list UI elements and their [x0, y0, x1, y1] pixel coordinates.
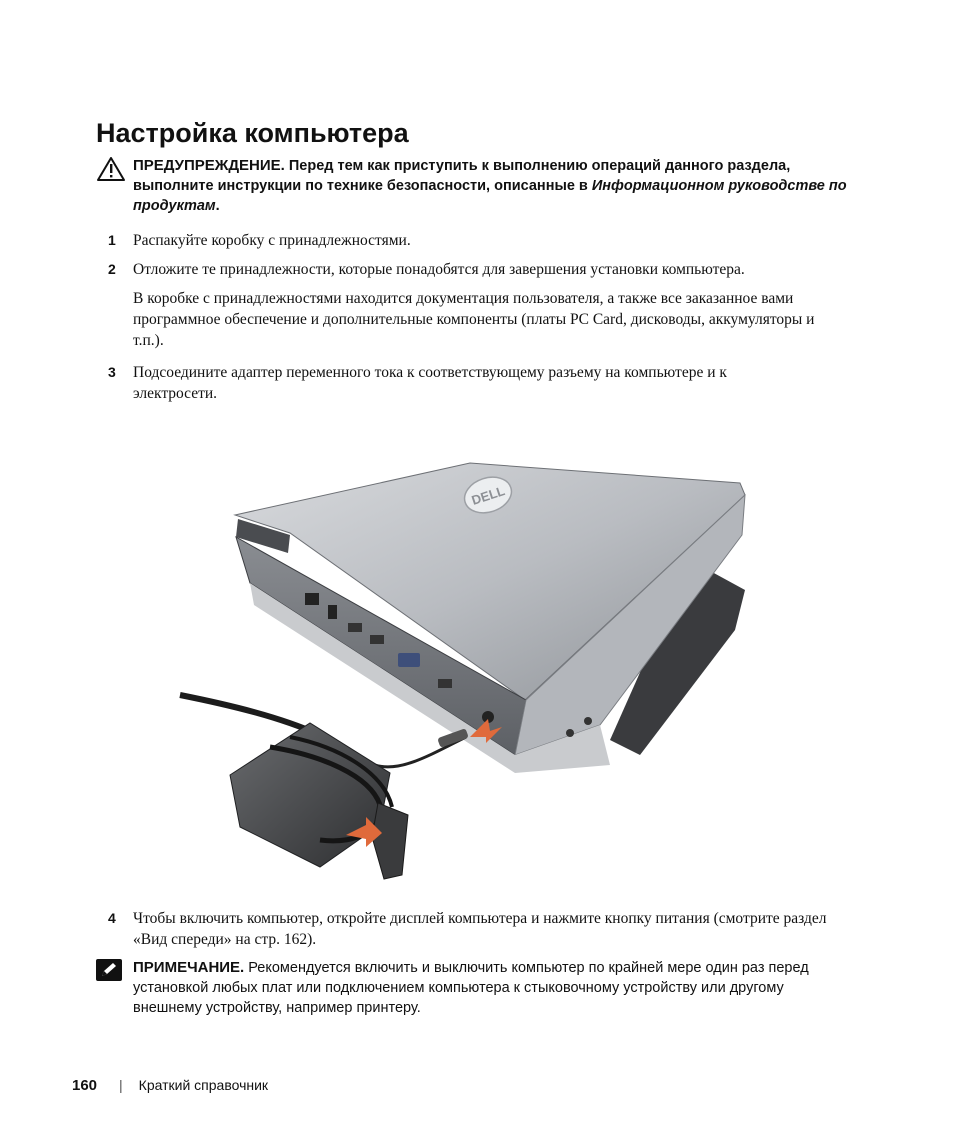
adapter-plug — [372, 803, 408, 879]
page-title: Настройка компьютера — [96, 118, 409, 148]
audio-jack-1 — [566, 729, 574, 737]
laptop-adapter-illustration — [170, 455, 770, 900]
step-4 — [108, 908, 828, 950]
note-body: Рекомендуется включить и выключить компьютер по крайней мере один раз перед установкой любых плат или подключением компьютера к стыковочному устройству или другому внешнему устройству, например принтеру. — [133, 960, 809, 1016]
audio-jack-2 — [584, 717, 592, 725]
page-number: 160 — [72, 1077, 98, 1094]
note-block — [96, 958, 846, 1018]
step-number: 1 — [108, 232, 116, 248]
step-text: Подсоедините адаптер переменного тока к соответствующему разъему на компьютере и к электросети. — [133, 364, 727, 402]
note-label: ПРИМЕЧАНИЕ. — [133, 959, 245, 976]
modem-port — [328, 605, 337, 619]
step-text: Распакуйте коробку с принадлежностями. — [133, 232, 411, 249]
step-3 — [108, 362, 778, 404]
vga-port — [398, 653, 420, 667]
note-text — [133, 958, 846, 1018]
warning-triangle-icon — [96, 156, 126, 182]
warning-label: ПРЕДУПРЕЖДЕНИЕ. — [133, 157, 285, 174]
warning-block — [96, 156, 866, 216]
step-number: 2 — [108, 261, 116, 277]
footer-separator: | — [119, 1077, 123, 1093]
warning-text-part1: Перед тем как приступить к выполнению операций данного раздела, выполните инструкции по технике безопасности, описанные в — [133, 158, 791, 194]
step-number: 3 — [108, 364, 116, 380]
warning-text-part2: . — [215, 198, 220, 214]
power-cord — [180, 695, 320, 735]
footer-section-title: Краткий справочник — [138, 1077, 269, 1093]
step-1 — [108, 230, 828, 251]
step-2 — [108, 259, 828, 280]
note-pencil-icon — [96, 959, 122, 981]
warning-doc-title: Информационном руководстве по продуктам — [133, 178, 847, 214]
step-number: 4 — [108, 910, 116, 926]
usb-port-1 — [348, 623, 362, 632]
page-footer — [72, 1077, 268, 1094]
warning-text — [133, 156, 866, 216]
network-port — [305, 593, 319, 605]
usb-port-3 — [438, 679, 452, 688]
usb-port-2 — [370, 635, 384, 644]
step-text: Отложите те принадлежности, которые понадобятся для завершения установки компьютера. — [133, 261, 745, 278]
step-2-detail: В коробке с принадлежностями находится документация пользователя, а также все заказанное вами программное обеспечение и дополнительные компоненты (платы PC Card, дисководы, аккумуляторы и т.п.). — [133, 290, 815, 349]
dell-logo-text: DELL — [469, 483, 507, 508]
step-text: Чтобы включить компьютер, откройте дисплей компьютера и нажмите кнопку питания (смотрите раздел «Вид спереди» на стр. 162). — [133, 910, 827, 948]
